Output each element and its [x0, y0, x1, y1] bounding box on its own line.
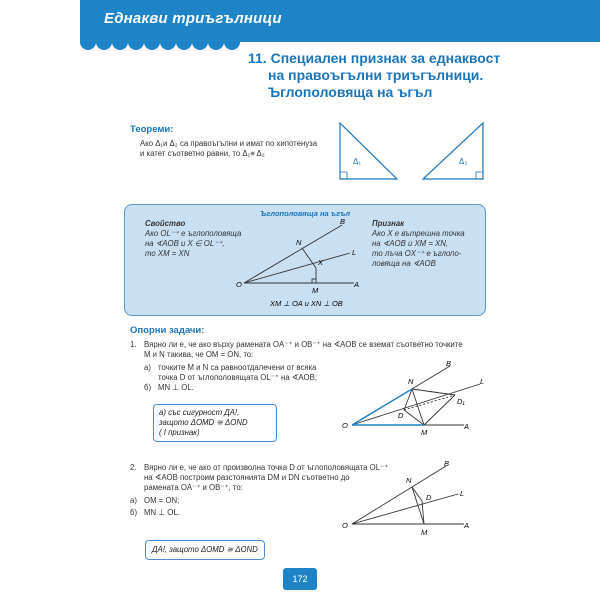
task1-a-line-2: точка D от ъглополовящата OL⁻⁺ на ∢AOB;	[158, 373, 317, 382]
bisector-heading: Ъглополовяща на ъгъл	[260, 209, 351, 218]
title-line-1: 11. Специален признак за еднаквост	[248, 50, 501, 66]
theorem-triangles	[335, 120, 495, 182]
t1-point-M: M	[421, 428, 428, 437]
criterion-line-1: Ако X е вътрешна точка	[372, 229, 465, 238]
t1-point-N: N	[408, 377, 414, 386]
task1-answer-line-3: ( I признак)	[159, 428, 200, 437]
task1-line-2: M и N такива, че OM = ON, то:	[144, 350, 254, 359]
criterion-block	[372, 219, 482, 269]
criterion-line-4: ловяща на ∢AOB	[372, 259, 436, 268]
task1-answer	[153, 404, 277, 442]
task2-a-label: а)	[130, 496, 137, 505]
task1-line-1: Вярно ли е, че ако върху рамената OA⁻⁺ и OB⁻⁺ на ∢AOB се вземат съответно точките	[144, 340, 463, 349]
t2-point-B: B	[444, 459, 450, 468]
tri1-label: Δ₁	[353, 157, 362, 166]
title-line-3: Ъглополовяща на ъгъл	[268, 84, 433, 100]
task2-diagram	[340, 458, 490, 543]
criterion-title: Признак	[372, 219, 405, 228]
bx-point-X: X	[318, 258, 324, 267]
bisector-caption: XM ⊥ OA и XN ⊥ OB	[270, 299, 343, 308]
bx-point-A: A	[354, 280, 360, 289]
task2-num: 2.	[130, 463, 137, 472]
tasks-heading: Опорни задачи:	[130, 325, 205, 336]
task2-a-text: OM = ON;	[144, 496, 180, 505]
t1-point-D: D	[398, 411, 404, 420]
task2-line-1: Вярно ли е, че ако от произволна точка D от ъглополовящата OL⁻⁺	[144, 463, 389, 472]
theorem-text	[140, 139, 340, 159]
t2-point-M: M	[421, 528, 428, 537]
task1-a-label: а)	[144, 363, 151, 372]
theorem-heading: Теореми:	[130, 124, 174, 135]
task1-b-label: б)	[144, 383, 152, 392]
task1-a-line-1: точките M и N са равноотдалечени от всяка	[158, 363, 317, 372]
theorem-text-line-2: и катет съответно равни, то Δ₁≡ Δ₂	[140, 149, 265, 158]
t1-point-O: O	[342, 421, 348, 430]
task2-b-text: MN ⊥ OL.	[144, 508, 180, 517]
task2-b-label: б)	[130, 508, 138, 517]
t2-point-N: N	[406, 476, 412, 485]
property-line-2: на ∢AOB и X ∈ OL⁻⁺,	[145, 239, 225, 248]
bx-point-B: B	[340, 217, 346, 226]
t1-point-D1: D₁	[457, 397, 465, 406]
task2-line-3: рамената OA⁻⁺ и OB⁻⁺, то:	[144, 483, 243, 492]
title-line-2: на правоъгълни триъгълници.	[268, 67, 484, 83]
t2-point-L: L	[460, 489, 465, 498]
bx-point-L: L	[352, 248, 357, 257]
task2-line-2: на ∢AOB построим разстоянията DM и DN съответно до	[144, 473, 350, 482]
property-title: Свойство	[145, 219, 186, 228]
header-scallop	[0, 42, 600, 50]
criterion-line-3: то лъча OX⁻⁺ е ъглопо-	[372, 249, 462, 258]
t2-point-D: D	[426, 493, 432, 502]
page-number: 172	[283, 568, 317, 590]
header-title: Еднакви триъгълници	[104, 10, 282, 27]
bx-point-N: N	[296, 238, 302, 247]
page-title	[248, 50, 548, 101]
bx-point-M: M	[312, 286, 319, 295]
property-line-3: то XM = XN	[145, 249, 190, 258]
task1-num: 1.	[130, 340, 137, 349]
t2-point-A: A	[464, 521, 470, 530]
t2-point-O: O	[342, 521, 348, 530]
bx-point-O: O	[236, 280, 242, 289]
task1-b-text: MN ⊥ OL.	[158, 383, 194, 392]
tri2-label: Δ₂	[459, 157, 468, 166]
t1-point-A: A	[464, 422, 470, 431]
task1-answer-line-2: защото ΔOMD ≅ ΔOND	[159, 418, 248, 427]
theorem-text-line-1: Ако Δ₁и Δ₂ са правоъгълни и имат по хипотенуза	[140, 139, 318, 148]
bisector-diagram	[230, 215, 370, 315]
t1-point-B: B	[446, 360, 452, 368]
t1-point-L: L	[480, 377, 485, 386]
property-line-1: Ако OL⁻⁺ е ъглополовяща	[145, 229, 242, 238]
task1-diagram	[340, 360, 490, 440]
task2-answer: ДА!, защото ΔOMD ≅ ΔOND	[145, 540, 265, 560]
task1-answer-line-1: а) със сигурност ДА!,	[159, 408, 240, 417]
criterion-line-2: на ∢AOB и XM = XN,	[372, 239, 449, 248]
